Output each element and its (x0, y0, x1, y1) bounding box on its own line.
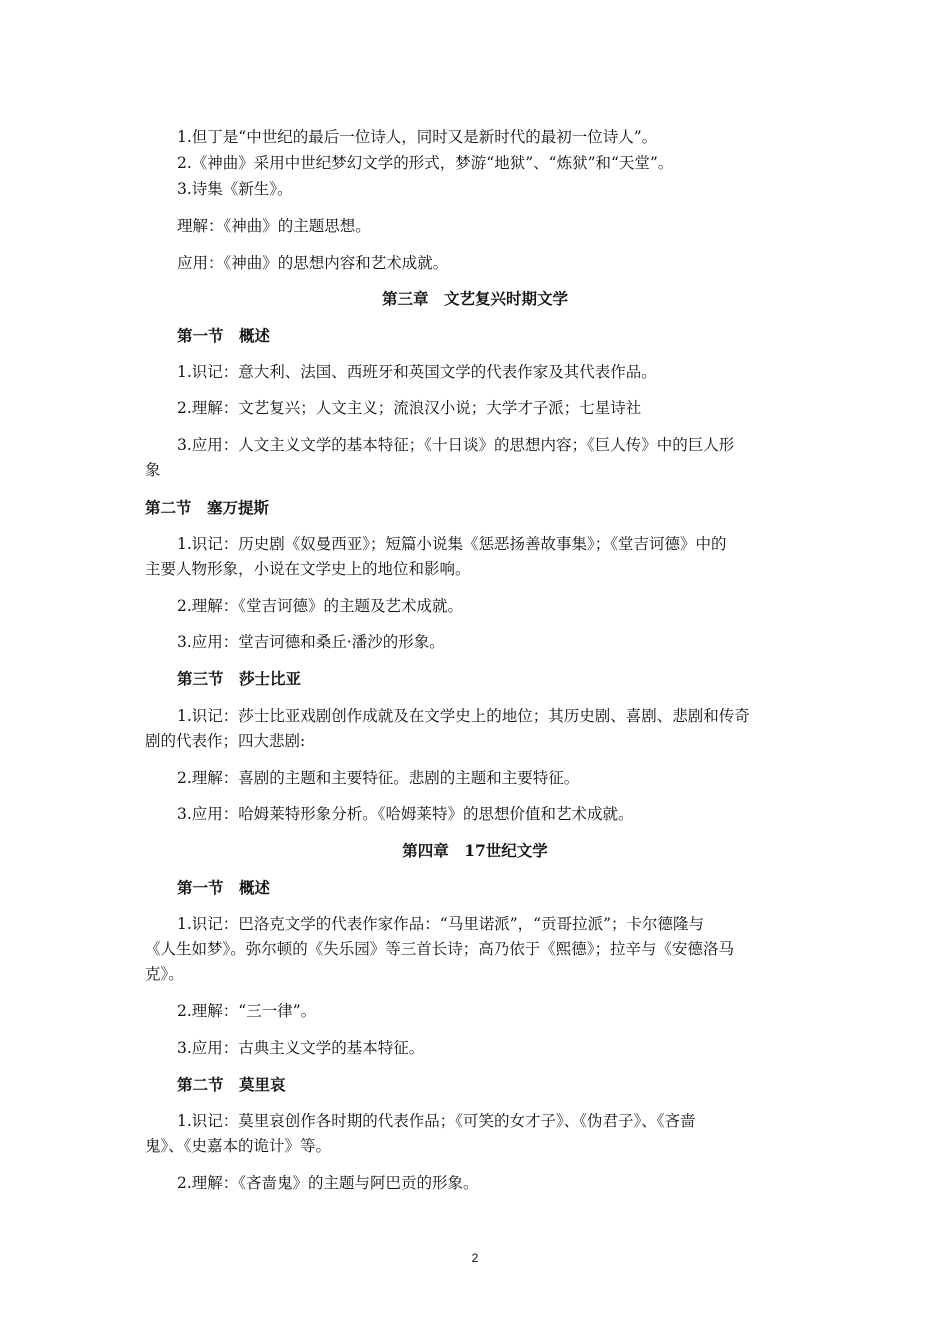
ch4-s2-item-1-cont: 鬼》、《史嘉本的诡计》等。 (145, 1137, 332, 1155)
ch3-s3-item-3: 3.应用：哈姆莱特形象分析。《哈姆莱特》的思想价值和艺术成就。 (177, 805, 634, 823)
ch4-s1-item-1-cont-1: 《人生如梦》。弥尔顿的《失乐园》等三首长诗；高乃依于《熙德》；拉辛与《安德洛马 (145, 940, 735, 958)
ch4-section-1-heading: 第一节 概述 (177, 878, 271, 897)
intro-apply: 应用：《神曲》的思想内容和艺术成就。 (177, 254, 449, 272)
ch3-s1-item-3-cont: 象 (145, 461, 161, 479)
ch4-s1-item-2: 2.理解：“三一律”。 (177, 1002, 317, 1020)
ch3-s2-item-2: 2.理解：《堂吉诃德》的主题及艺术成就。 (177, 597, 464, 615)
ch3-s1-item-1: 1.识记：意大利、法国、西班牙和英国文学的代表作家及其代表作品。 (177, 363, 657, 381)
ch3-section-2-heading: 第二节 塞万提斯 (145, 498, 270, 517)
intro-item-2: 2.《神曲》采用中世纪梦幻文学的形式，梦游“地狱”、“炼狱”和“天堂”。 (177, 154, 674, 172)
ch3-s1-item-2: 2.理解：文艺复兴；人文主义；流浪汉小说；大学才子派；七星诗社 (177, 399, 642, 417)
ch4-s1-item-3: 3.应用：古典主义文学的基本特征。 (177, 1039, 425, 1057)
intro-understand: 理解：《神曲》的主题思想。 (177, 217, 371, 235)
ch3-s1-item-3: 3.应用：人文主义文学的基本特征；《十日谈》的思想内容；《巨人传》中的巨人形 (177, 436, 735, 454)
page-number: 2 (471, 1251, 479, 1265)
ch3-s3-item-1-cont: 剧的代表作；四大悲剧: (145, 732, 306, 750)
ch3-section-3-heading: 第三节 莎士比亚 (177, 669, 302, 688)
ch3-s3-item-2: 2.理解：喜剧的主题和主要特征。悲剧的主题和主要特征。 (177, 769, 580, 787)
intro-item-1: 1.但丁是“中世纪的最后一位诗人，同时又是新时代的最初一位诗人”。 (177, 128, 658, 146)
ch3-section-1-heading: 第一节 概述 (177, 326, 271, 345)
ch4-s2-item-1: 1.识记：莫里哀创作各时期的代表作品；《可笑的女才子》、《伪君子》、《吝啬 (177, 1112, 696, 1130)
ch3-s2-item-1-cont: 主要人物形象，小说在文学史上的地位和影响。 (145, 560, 471, 578)
ch4-section-2-heading: 第二节 莫里哀 (177, 1075, 286, 1094)
ch4-s1-item-1: 1.识记：巴洛克文学的代表作家作品：“马里诺派”，“贡哥拉派”；卡尔德隆与 (177, 915, 704, 933)
ch3-s2-item-3: 3.应用：堂吉诃德和桑丘·潘沙的形象。 (177, 633, 445, 651)
ch4-s2-item-2: 2.理解：《吝啬鬼》的主题与阿巴贡的形象。 (177, 1174, 479, 1192)
chapter-4-heading: 第四章 17世纪文学 (402, 841, 548, 860)
intro-item-3: 3.诗集《新生》。 (177, 180, 293, 198)
ch4-s1-item-1-cont-2: 克》。 (145, 965, 184, 983)
chapter-3-heading: 第三章 文艺复兴时期文学 (381, 289, 568, 308)
ch3-s2-item-1: 1.识记：历史剧《奴曼西亚》；短篇小说集《惩恶扬善故事集》；《堂吉诃德》中的 (177, 535, 727, 553)
ch3-s3-item-1: 1.识记：莎士比亚戏剧创作成就及在文学史上的地位；其历史剧、喜剧、悲剧和传奇 (177, 707, 750, 725)
